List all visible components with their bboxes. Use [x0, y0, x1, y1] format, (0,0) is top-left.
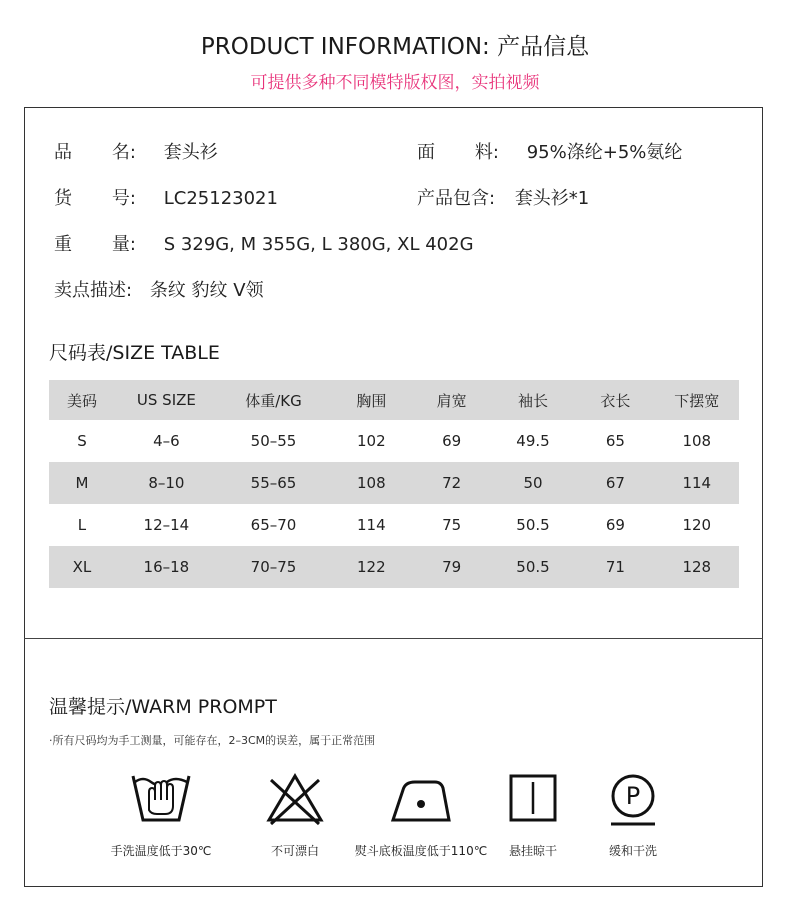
table-cell: 65: [605, 432, 625, 450]
table-cell: 50.5: [516, 558, 550, 576]
dry-clean-p-icon: [601, 770, 665, 834]
size-table-title: 尺码表/SIZE TABLE: [49, 342, 220, 364]
fabric-label: 面 料:: [417, 142, 499, 163]
table-header-cell: 袖长: [517, 391, 548, 410]
info-row-fabric: [417, 138, 682, 164]
table-cell: 55–65: [250, 474, 297, 492]
table-cell: 49.5: [516, 432, 550, 450]
table-cell: 128: [682, 558, 712, 576]
info-row-name: [54, 138, 218, 164]
table-cell: 50: [523, 474, 543, 492]
hand-wash-icon: [129, 770, 193, 828]
table-cell: 120: [682, 516, 712, 534]
care-label: 悬挂晾干: [508, 844, 557, 858]
table-cell: 102: [357, 432, 386, 450]
table-row: [49, 462, 739, 504]
info-row-package: [417, 184, 589, 210]
table-row: [49, 546, 739, 588]
hang-dry-icon: [501, 770, 565, 828]
sku-value: LC25123021: [163, 188, 278, 209]
table-cell: M: [75, 474, 89, 492]
package-label: 产品包含:: [417, 188, 496, 209]
table-cell: 70–75: [250, 558, 297, 576]
table-header-cell: 衣长: [600, 391, 631, 410]
table-cell: 122: [357, 558, 386, 576]
name-label: 品 名:: [54, 142, 136, 163]
iron-icon: [389, 770, 453, 828]
table-header-cell: 胸围: [356, 391, 387, 410]
table-cell: 67: [605, 474, 625, 492]
table-cell: 69: [442, 432, 462, 450]
selling-value: 条纹 豹纹 V领: [149, 280, 264, 301]
dry-clean-letter: P: [625, 782, 641, 810]
table-cell: 108: [682, 432, 712, 450]
table-cell: 16–18: [143, 558, 190, 576]
table-cell: 114: [682, 474, 712, 492]
care-label: 缓和干洗: [608, 844, 657, 858]
name-value: 套头衫: [163, 142, 218, 163]
care-item-no-bleach: [230, 770, 360, 859]
section-divider: [24, 638, 763, 639]
weight-value: S 329G, M 355G, L 380G, XL 402G: [163, 234, 474, 255]
care-label: 熨斗底板温度低于110℃: [354, 844, 488, 858]
table-row: [49, 504, 739, 546]
table-row: [49, 420, 739, 462]
selling-label: 卖点描述:: [54, 280, 133, 301]
fabric-value: 95%涤纶+5%氨纶: [526, 142, 683, 163]
table-cell: 69: [605, 516, 625, 534]
table-header-cell: 体重/KG: [245, 391, 302, 410]
table-cell: 75: [442, 516, 462, 534]
care-label: 不可漂白: [270, 844, 319, 858]
measurement-note: ·所有尺码均为手工测量，可能存在，2–3CM的误差，属于正常范围: [49, 734, 376, 747]
table-cell: 65–70: [250, 516, 297, 534]
table-cell: L: [77, 516, 87, 534]
table-cell: 108: [357, 474, 386, 492]
info-row-weight: [54, 230, 474, 256]
table-header-cell: 肩宽: [436, 391, 467, 410]
info-row-selling: [54, 276, 264, 302]
table-header-row: [49, 380, 739, 420]
table-cell: XL: [72, 558, 92, 576]
table-cell: S: [77, 432, 87, 450]
table-cell: 4–6: [153, 432, 180, 450]
table-cell: 50–55: [250, 432, 297, 450]
size-table: [49, 380, 739, 588]
table-cell: 114: [357, 516, 386, 534]
warm-prompt-title: 温馨提示/WARM PROMPT: [49, 696, 277, 718]
info-row-sku: [54, 184, 278, 210]
sku-label: 货 号:: [54, 188, 136, 209]
care-label: 手洗温度低于30℃: [110, 844, 212, 858]
table-cell: 72: [442, 474, 462, 492]
table-cell: 8–10: [148, 474, 185, 492]
table-header-cell: 美码: [66, 391, 97, 410]
table-cell: 79: [442, 558, 462, 576]
table-cell: 12–14: [143, 516, 190, 534]
table-cell: 71: [605, 558, 625, 576]
no-bleach-icon: [263, 770, 327, 828]
weight-label: 重 量:: [54, 234, 136, 255]
package-value: 套头衫*1: [514, 188, 590, 209]
page-title: PRODUCT INFORMATION: 产品信息: [200, 34, 590, 60]
care-item-hand-wash: [96, 770, 226, 859]
page-subtitle: 可提供多种不同模特版权图，实拍视频: [250, 73, 540, 93]
table-header-cell: 下摆宽: [674, 391, 720, 410]
table-cell: 50.5: [516, 516, 550, 534]
table-header-cell: US SIZE: [136, 391, 196, 409]
care-item-dry-clean: [568, 770, 698, 859]
